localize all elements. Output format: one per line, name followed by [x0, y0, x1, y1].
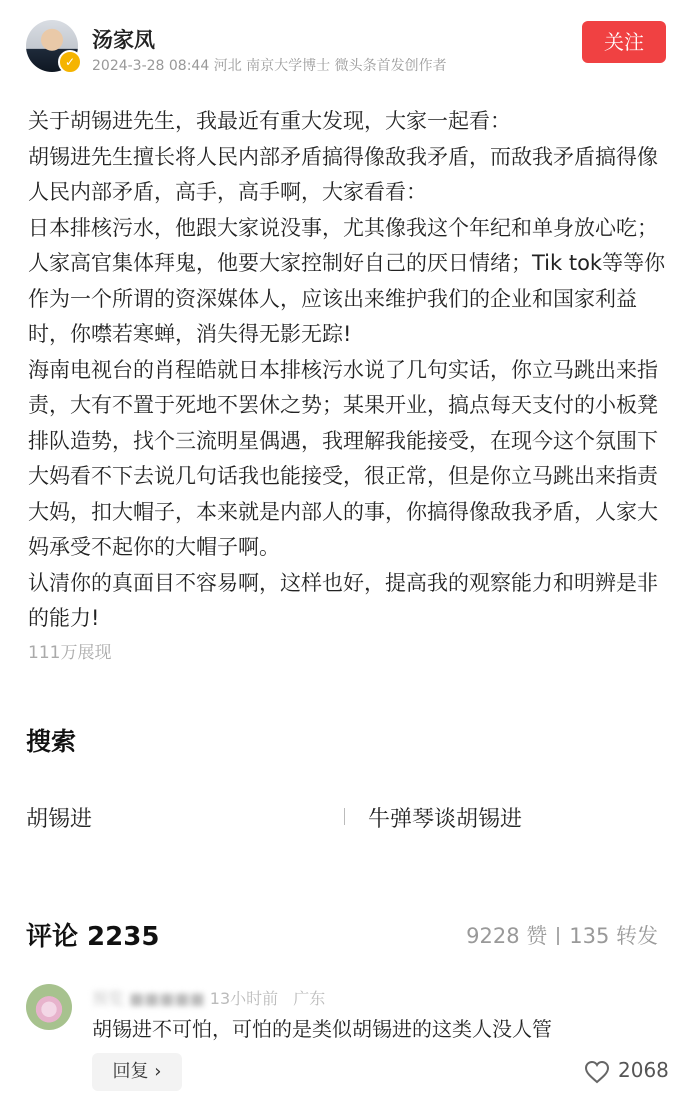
verified-badge-icon: ✓: [58, 50, 82, 74]
heart-icon: [584, 1060, 610, 1084]
divider: [344, 808, 345, 825]
author-avatar[interactable]: [26, 20, 78, 72]
post-paragraph: 认清你的真面目不容易啊，这样也好，提高我的观察能力和明辨是非的能力!: [28, 570, 658, 630]
follow-button[interactable]: 关注: [582, 21, 666, 63]
author-name[interactable]: 汤家凤: [92, 28, 155, 52]
post-paragraph: 关于胡锡进先生，我最近有重大发现，大家一起看：: [28, 109, 511, 133]
author-meta: 2024-3-28 08:44 河北 南京大学博士 微头条首发创作者: [92, 58, 447, 74]
chevron-right-icon: ›: [154, 1061, 162, 1082]
likes-count[interactable]: 9228 赞: [466, 924, 548, 948]
redaction-block: ■■■■■: [129, 989, 205, 1008]
comments-title: 评论 2235: [26, 922, 160, 952]
commenter-name[interactable]: 预览: [92, 989, 125, 1008]
search-section-title: 搜索: [26, 727, 77, 756]
post-paragraph: 日本排核污水，他跟大家说没事，尤其像我这个年纪和单身放心吃；人家高官集体拜鬼，他要大家控制好自己的厌日情绪；Tik tok等等你作为一个所谓的资深媒体人，应该出来维护我们的企业和国家利益时，你噤若寒蝉，消失得无影无踪!: [28, 215, 666, 346]
post-header: [0, 0, 690, 90]
post-paragraph: 海南电视台的肖程皓就日本排核污水说了几句实话，你立马跳出来指责，大有不置于死地不罢休之势；某果开业，搞点每天支付的小板凳排队造势，找个三流明星偶遇，我理解我能接受，在现今这个氛围下大妈看不下去说几句话我也能接受，很正常，但是你立马跳出来指责大妈，扣大帽子，本来就是内部人的事，你搞得像敌我矛盾，人家大妈承受不起你的大帽子啊。: [28, 357, 658, 559]
reply-label: 回复: [112, 1061, 149, 1082]
search-term[interactable]: 牛弹琴谈胡锡进: [368, 807, 523, 832]
comment-time: 13小时前: [209, 989, 279, 1008]
comment-text: 胡锡进不可怕，可怕的是类似胡锡进的这类人没人管: [92, 1017, 552, 1041]
divider: [557, 927, 559, 945]
reply-button[interactable]: [92, 1053, 182, 1091]
search-term[interactable]: 胡锡进: [26, 807, 93, 832]
comment-meta: [92, 986, 325, 1009]
reposts-count[interactable]: 135 转发: [569, 924, 658, 948]
view-count: 111万展现: [28, 643, 112, 663]
comment-location: 广东: [293, 989, 326, 1008]
post-paragraph: 胡锡进先生擅长将人民内部矛盾搞得像敌我矛盾，而敌我矛盾搞得像人民内部矛盾，高手，高手啊，大家看看：: [28, 144, 658, 204]
comments-stats: [466, 920, 658, 950]
comment-like-count: 2068: [618, 1058, 669, 1082]
post-body: [28, 104, 668, 637]
commenter-avatar[interactable]: [26, 984, 72, 1030]
